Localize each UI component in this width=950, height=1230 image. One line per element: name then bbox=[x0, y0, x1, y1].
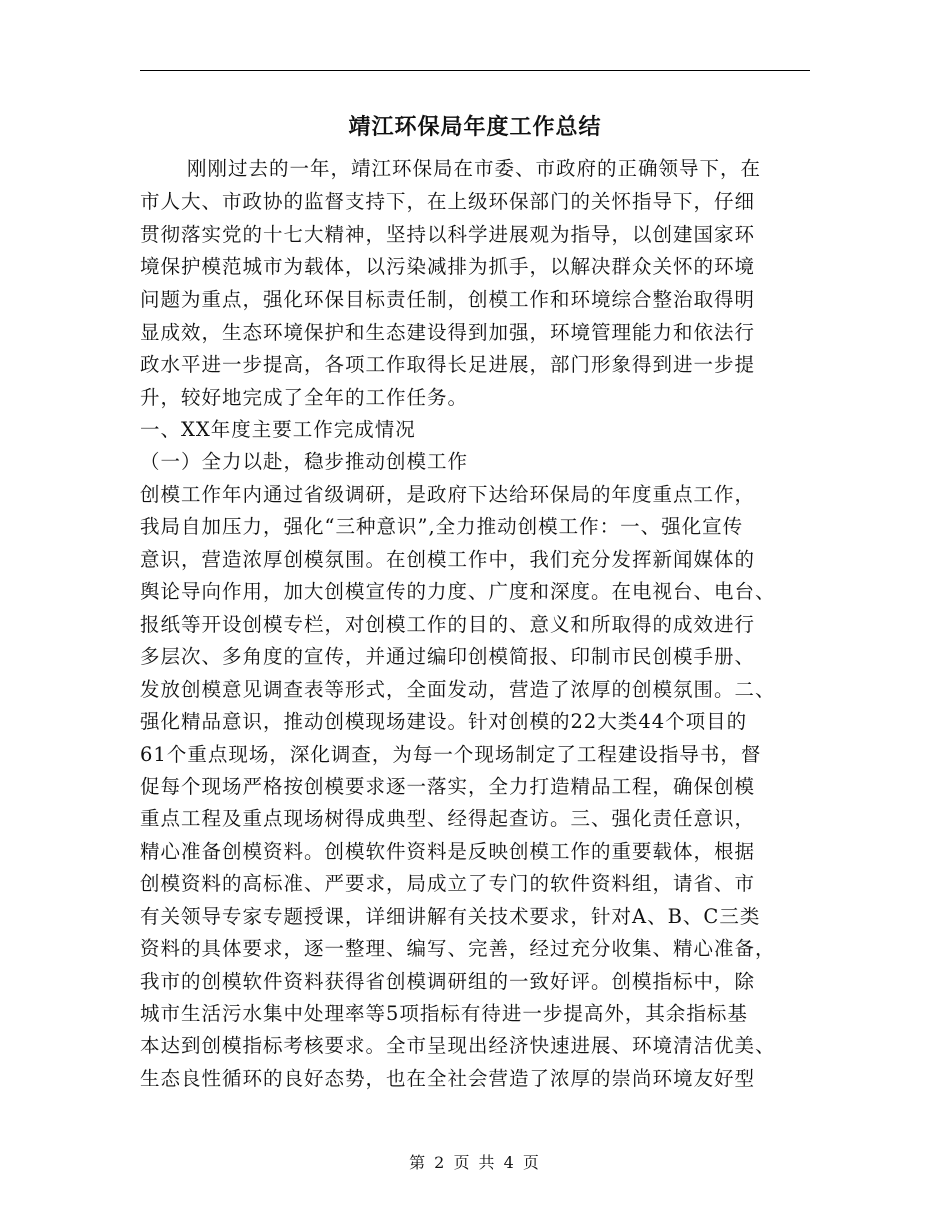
body-line: 市人大、市政协的监督支持下，在上级环保部门的关怀指导下，仔细 bbox=[140, 190, 756, 213]
body-line: 舆论导向作用，加大创模宣传的力度、广度和深度。在电视台、电台、 bbox=[140, 580, 776, 603]
body-line: 有关领导专家专题授课，详细讲解有关技术要求，针对A、B、C三类 bbox=[140, 905, 761, 928]
body-line: 创模资料的高标准、严要求，局成立了专门的软件资料组，请省、市 bbox=[140, 872, 756, 895]
subsection-heading: （一）全力以赴，稳步推动创模工作 bbox=[140, 450, 469, 473]
body-line: 促每个现场严格按创模要求逐一落实，全力打造精品工程，确保创模 bbox=[140, 775, 756, 798]
body-line: 意识，营造浓厚创模氛围。在创模工作中，我们充分发挥新闻媒体的 bbox=[140, 548, 756, 571]
body-line: 61个重点现场，深化调查，为每一个现场制定了工程建设指导书，督 bbox=[140, 743, 762, 766]
body-line: 生态良性循环的良好态势，也在全社会营造了浓厚的崇尚环境友好型 bbox=[140, 1067, 756, 1090]
document-title: 靖江环保局年度工作总结 bbox=[348, 114, 602, 140]
body-line: 精心准备创模资料。创模软件资料是反映创模工作的重要载体，根据 bbox=[140, 840, 756, 863]
body-line: 本达到创模指标考核要求。全市呈现出经济快速进展、环境清洁优美、 bbox=[140, 1034, 776, 1057]
body-line: 刚刚过去的一年，靖江环保局在市委、市政府的正确领导下，在 bbox=[187, 157, 762, 180]
body-line: 升，较好地完成了全年的工作任务。 bbox=[140, 386, 469, 409]
body-line: 重点工程及重点现场树得成典型、经得起查访。三、强化责任意识， bbox=[140, 807, 756, 830]
body-line: 创模工作年内通过省级调研，是政府下达给环保局的年度重点工作， bbox=[140, 483, 756, 506]
body-line: 强化精品意识，推动创模现场建设。针对创模的22大类44个项目的 bbox=[140, 710, 748, 733]
body-line: 报纸等开设创模专栏，对创模工作的目的、意义和所取得的成效进行 bbox=[140, 613, 756, 636]
body-line: 问题为重点，强化环保目标责任制，创模工作和环境综合整治取得明 bbox=[140, 288, 756, 311]
body-line: 政水平进一步提高，各项工作取得长足进展，部门形象得到进一步提 bbox=[140, 353, 756, 376]
body-line: 贯彻落实党的十七大精神，坚持以科学进展观为指导，以创建国家环 bbox=[140, 223, 756, 246]
body-line: 我局自加压力，强化“三种意识”,全力推动创模工作：一、强化宣传 bbox=[140, 515, 744, 538]
body-line: 我市的创模软件资料获得省创模调研组的一致好评。创模指标中，除 bbox=[140, 970, 756, 993]
page-number: 第 2 页 共 4 页 bbox=[409, 1153, 541, 1172]
body-line: 境保护模范城市为载体，以污染减排为抓手，以解决群众关怀的环境 bbox=[140, 255, 756, 278]
body-line: 多层次、多角度的宣传，并通过编印创模简报、印制市民创模手册、 bbox=[140, 645, 756, 668]
body-line: 显成效，生态环境保护和生态建设得到加强，环境管理能力和依法行 bbox=[140, 321, 756, 344]
header-rule bbox=[140, 70, 810, 71]
section-heading: 一、XX年度主要工作完成情况 bbox=[140, 418, 416, 441]
body-line: 发放创模意见调查表等形式，全面发动，营造了浓厚的创模氛围。二、 bbox=[140, 678, 776, 701]
body-line: 资料的具体要求，逐一整理、编写、完善，经过充分收集、精心准备， bbox=[140, 937, 776, 960]
body-line: 城市生活污水集中处理率等5项指标有待进一步提高外，其余指标基 bbox=[140, 1002, 748, 1025]
